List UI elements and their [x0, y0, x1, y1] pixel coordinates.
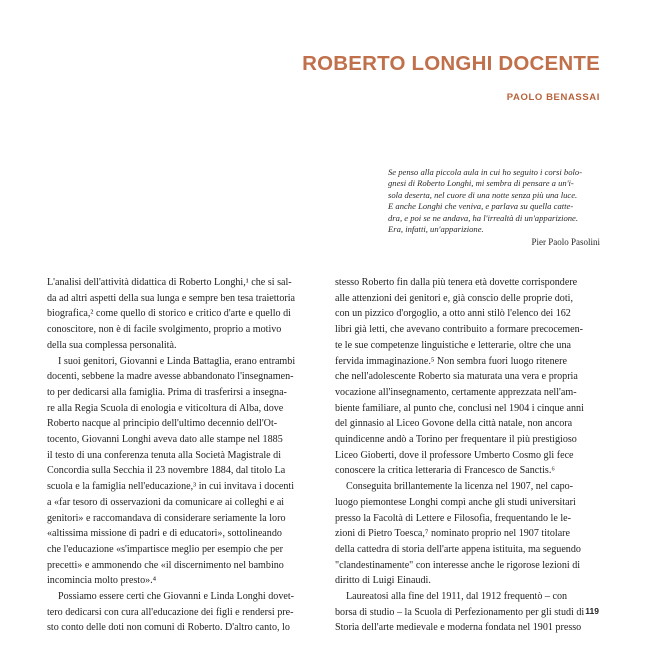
text-line: zioni di Pietro Toesca,⁷ nominato proprio nel 1907 titolare — [335, 528, 571, 540]
article-author: PAOLO BENASSAI — [506, 92, 600, 103]
epigraph-line: E anche Longhi che veniva, e parlava su quella catte- — [388, 201, 574, 212]
text-line: Concordia sulla Secchia il 23 novembre 1884, dal titolo La — [47, 465, 286, 477]
epigraph-attribution: Pier Paolo Pasolini — [531, 237, 600, 247]
text-line: vocazione all'insegnamento, certamente apprezzata nell'am- — [335, 386, 577, 398]
text-line: Storia dell'arte medievale e moderna fondata nel 1901 presso — [335, 622, 582, 634]
text-line: borsa di studio – la Scuola di Perfezionamento per gli studi di — [335, 606, 585, 618]
text-line: diritto di Luigi Einaudi. — [335, 575, 431, 587]
body-column-left — [47, 275, 315, 636]
text-line: precetti» e ammonendo che «il discernimento nel bambino — [47, 559, 284, 571]
text-line: biografica,² come quello di storico e critico d'arte e quello di — [47, 308, 291, 320]
epigraph-line: Era, infatti, un'apparizione. — [388, 224, 484, 235]
text-line: Roberto nacque al principio dell'ultimo decennio dell'Ot- — [47, 418, 278, 430]
text-line: scuola e la famiglia nell'educazione,³ in cui invitava i docenti — [47, 481, 295, 493]
text-line: che nell'adolescente Roberto sia maturata una vera e propria — [335, 371, 578, 383]
text-line: conoscitore, non è di facile svolgimento, proprio a motivo — [47, 324, 282, 336]
epigraph-line: dra, e poi se ne andava, ha l'irrealtà di un'apparizione. — [388, 212, 579, 223]
text-line: "clandestinamente" con interesse anche le rigorose lezioni di — [335, 559, 581, 571]
text-line: fervida immaginazione.⁵ Non sembra fuori luogo ritenere — [335, 355, 567, 367]
text-line: Conseguita brillantemente la licenza nel 1907, nel capo- — [346, 481, 574, 493]
text-line: che l'educazione «s'impartisce meglio per esempio che per — [47, 543, 283, 555]
text-line: quindicenne andò a Torino per frequentare il più prestigioso — [335, 434, 577, 446]
text-line: to per dedicarsi alla famiglia. Prima di trasferirsi a insegna- — [47, 386, 287, 398]
text-line: biente familiare, al punto che, conclusi nel 1904 i cinque anni — [335, 402, 584, 414]
text-line: della sua complessa personalità. — [47, 339, 177, 351]
text-line: docenti, sebbene la madre avesse abbandonato l'insegnamen- — [47, 371, 294, 383]
text-line: alle attenzioni dei genitori e, già conscio delle proprie doti, — [335, 292, 573, 304]
text-line: luogo piemontese Longhi compì anche gli studi universitari — [335, 496, 576, 508]
text-line: della cattedra di storia dell'arte appena istituita, ma seguendo — [335, 543, 581, 555]
text-line: Possiamo essere certi che Giovanni e Linda Longhi dovet- — [58, 591, 295, 603]
epigraph-line: gnesi di Roberto Longhi, mi sembra di pensare a un'i- — [388, 178, 574, 189]
text-line: del ginnasio al Liceo Govone della città natale, non ancora — [335, 418, 573, 430]
text-line: incomincia molto presto».⁴ — [47, 575, 157, 587]
article-title: ROBERTO LONGHI DOCENTE — [302, 52, 600, 75]
text-line: libri già letti, che avevano contribuito a formare precocemen- — [335, 324, 584, 336]
text-line: genitori» e raccomandava di considerare seriamente la loro — [47, 512, 286, 524]
text-line: re alla Regia Scuola di enologia e viticoltura di Alba, dove — [47, 402, 284, 414]
text-line: stesso Roberto fin dalla più tenera età dovette corrispondere — [335, 277, 578, 288]
body-column-right — [335, 275, 603, 636]
text-line: a «far tesoro di osservazioni da comunicare ai colleghi e ai — [47, 496, 285, 508]
text-line: I suoi genitori, Giovanni e Linda Battaglia, erano entrambi — [58, 355, 296, 367]
epigraph-line: sola deserta, nel cuore di una notte senza più una luce. — [388, 189, 578, 200]
text-line: Laureatosi alla fine del 1911, dal 1912 frequentò – con — [346, 591, 568, 603]
text-line: sto conto delle doti non comuni di Roberto. D'altro canto, lo — [47, 622, 290, 634]
page-number: 119 — [585, 606, 599, 616]
text-line: presso la Facoltà di Lettere e Filosofia, frequentando le le- — [335, 512, 571, 524]
epigraph-line: Se penso alla piccola aula in cui ho seguito i corsi bolo- — [388, 167, 583, 177]
text-line: tocento, Giovanni Longhi aveva dato alle stampe nel 1885 — [47, 434, 283, 446]
text-line: con un pizzico d'orgoglio, a otto anni stilò l'elenco dei 162 — [335, 308, 571, 320]
text-line: conoscere la critica letteraria di Francesco de Sanctis.⁶ — [335, 465, 555, 477]
text-line: il testo di una conferenza tenuta alla Società Magistrale di — [47, 449, 282, 461]
text-line: L'analisi dell'attività didattica di Roberto Longhi,¹ che si sal- — [47, 277, 292, 288]
text-line: Liceo Gioberti, dove il professore Umberto Cosmo gli fece — [335, 449, 574, 461]
epigraph — [388, 167, 603, 235]
text-line: tero dedicarsi con cura all'educazione dei figli e rendersi pre- — [47, 606, 294, 618]
text-line: te le sue competenze linguistiche e letterarie, oltre che una — [335, 339, 571, 351]
text-line: da ad altri aspetti della sua lunga e sempre ben tesa traiettoria — [47, 292, 296, 304]
text-line: «altissima missione di padri e di educatori», sottolineando — [47, 528, 282, 540]
